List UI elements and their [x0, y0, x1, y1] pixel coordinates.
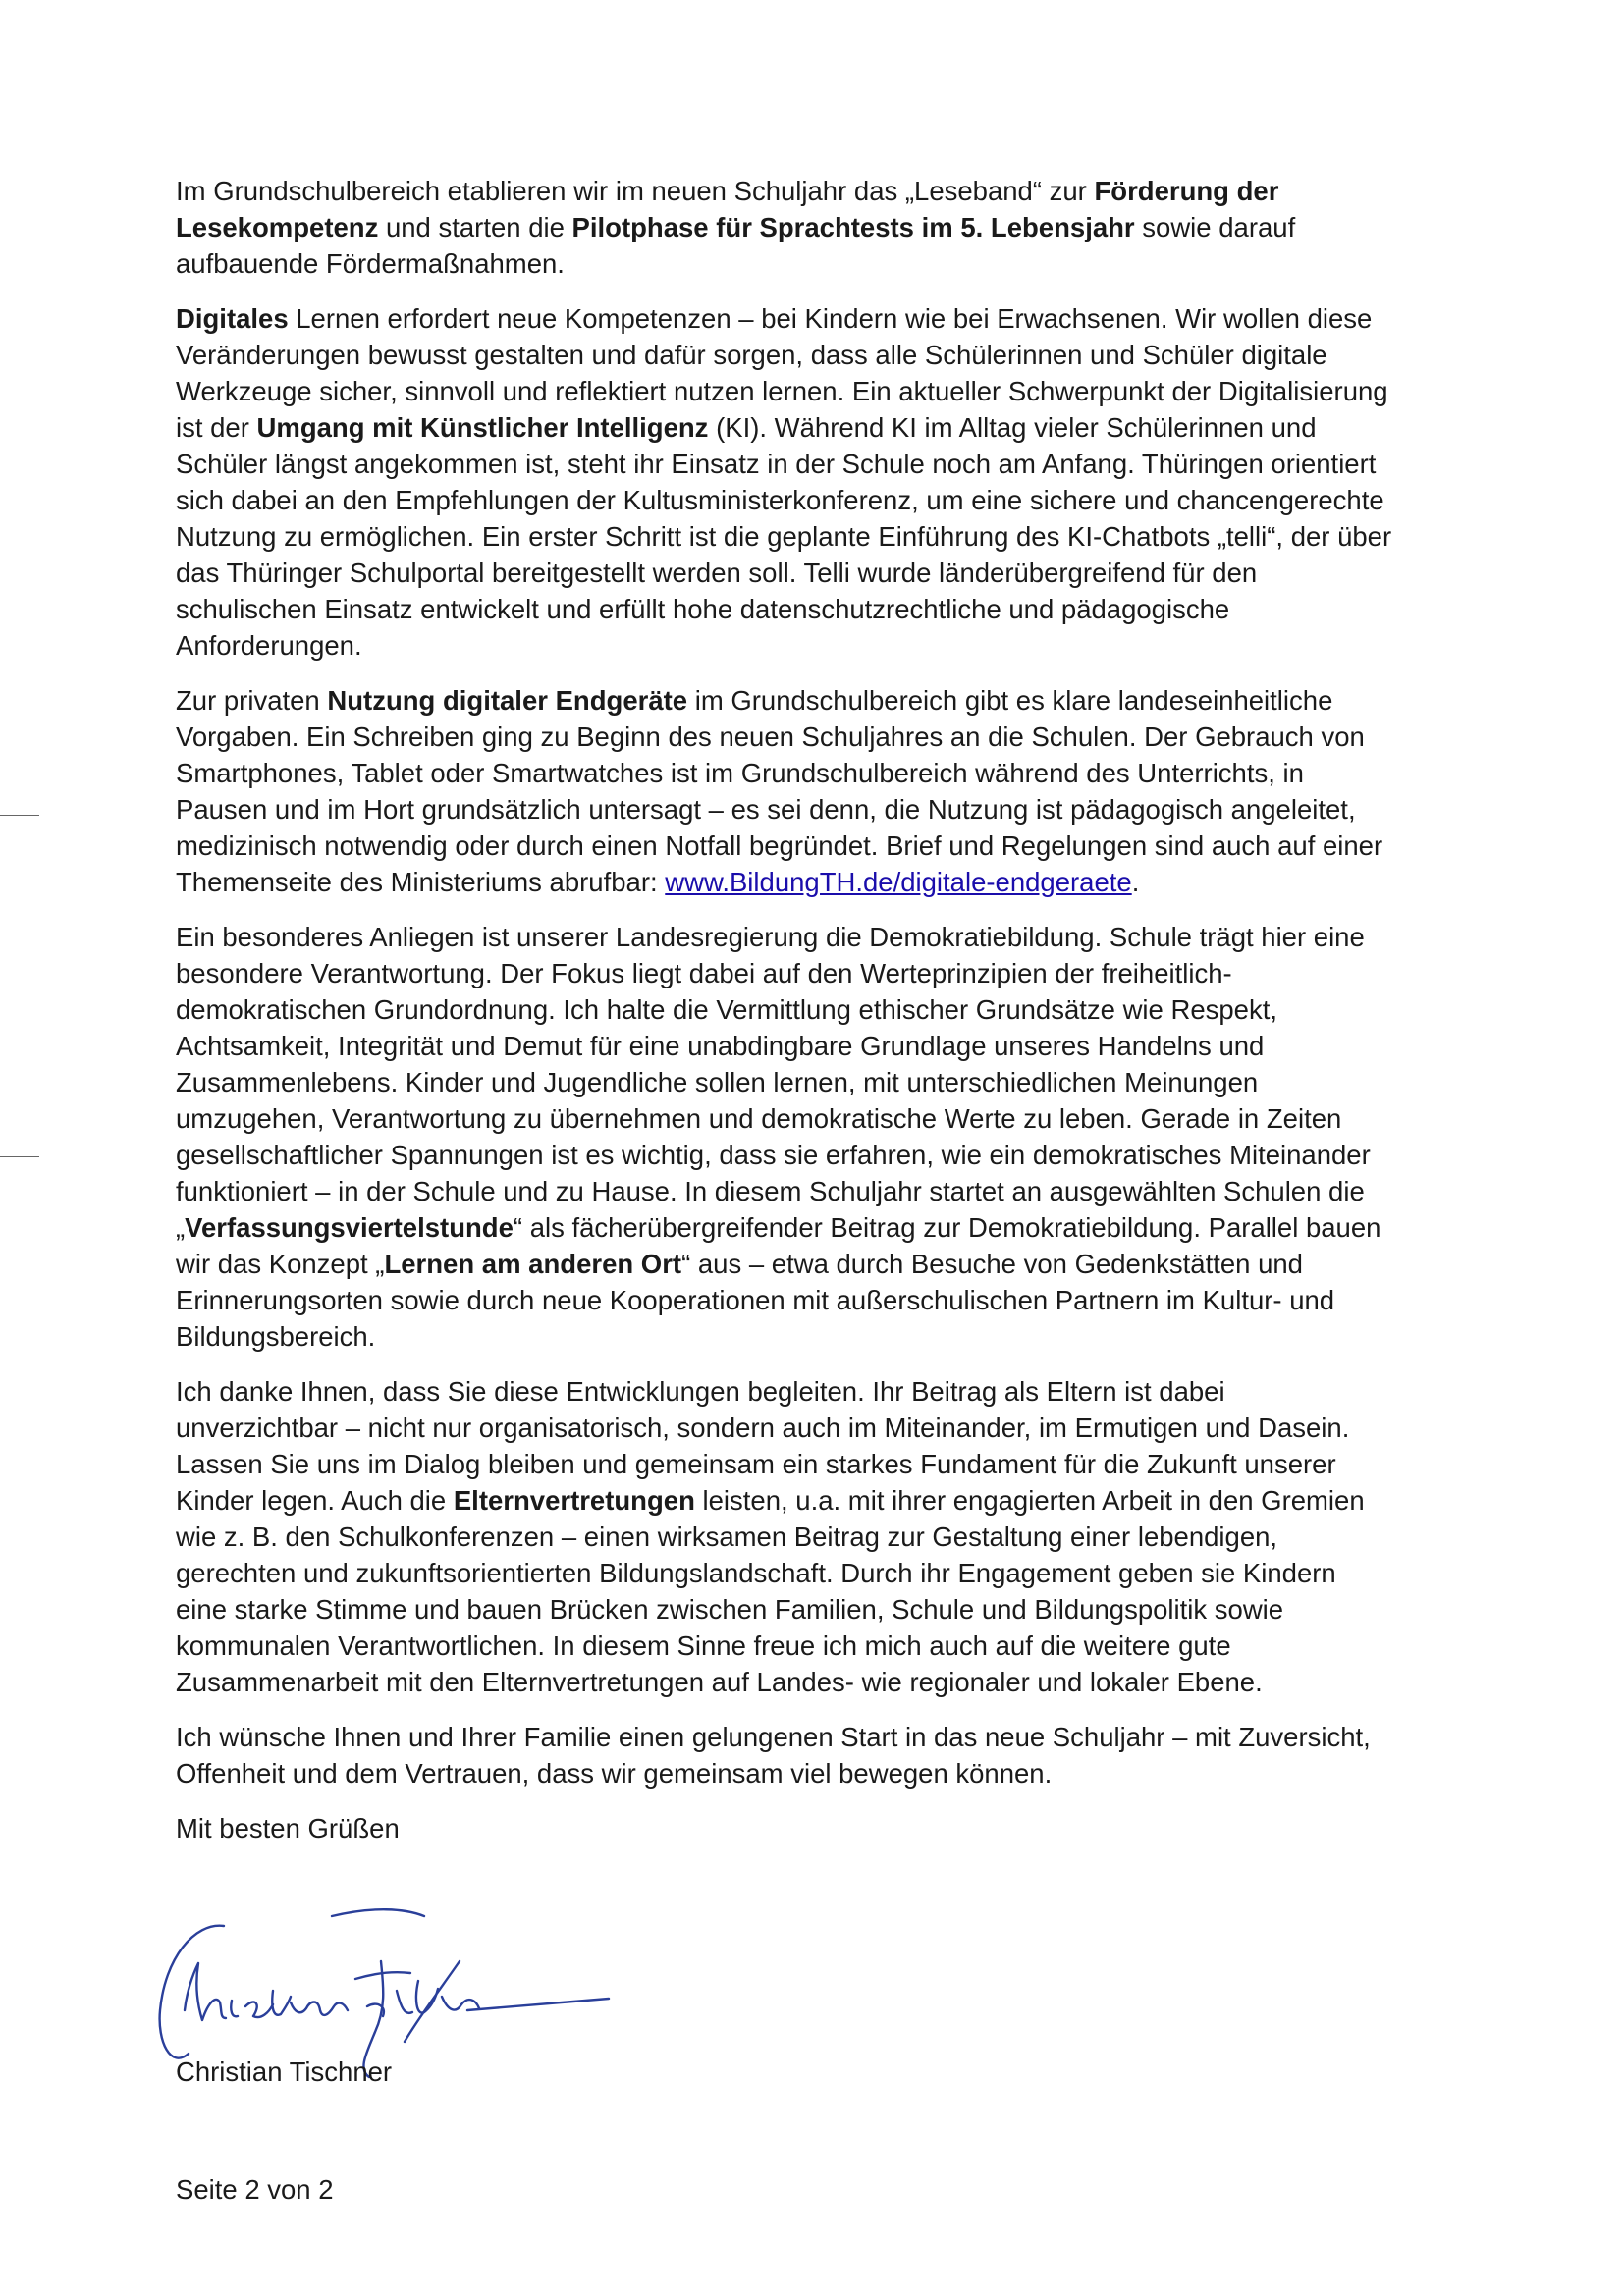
paragraph-text: Im Grundschulbereich etablieren wir im neuen Schuljahr das „Leseband“ zur: [176, 176, 1095, 206]
page-number: Seite 2 von 2: [176, 2174, 334, 2205]
paragraph-text: und starten die: [378, 212, 572, 242]
paragraph-text: Ich wünsche Ihnen und Ihrer Familie einen gelungenen Start in das neue Schuljahr – mit Zuversicht, Offenheit und dem Vertrauen, dass wir gemeinsam viel bewegen können.: [176, 1722, 1371, 1789]
paragraph-text: im Grundschulbereich gibt es klare landeseinheitliche Vorgaben. Ein Schreiben ging zu Beginn des neuen Schuljahres an die Schulen. Der Gebrauch von Smartphones, Tablet oder Smartwatches ist im Grundschulbereich während des Unterrichts, in Pausen und im Hort grundsätzlich untersagt – es sei denn, die Nutzung ist pädagogisch angeleitet, medizinisch notwendig oder durch einen Notfall begründet. Brief und Regelungen sind auch auf einer Themenseite des Ministeriums abrufbar:: [176, 685, 1383, 897]
paragraph-digitale-endgeraete: [176, 682, 1393, 900]
emphasis-kuenstliche-intelligenz: Umgang mit Künstlicher Intelligenz: [256, 412, 709, 443]
paragraph-lesekompetenz: [176, 173, 1393, 282]
emphasis-lernen-am-anderen-ort: Lernen am anderen Ort: [384, 1249, 682, 1279]
emphasis-digitales: Digitales: [176, 303, 289, 334]
fold-mark-lower: [0, 1156, 39, 1157]
paragraph-demokratiebildung: [176, 919, 1393, 1355]
paragraph-text: “ als fächerübergreifender Beitrag zur Demokratiebildung. Parallel bauen wir das Konzept „: [176, 1212, 1381, 1279]
emphasis-foerderung-lesekompetenz: Förderung der Lesekompetenz: [176, 176, 1279, 242]
paragraph-text: Ich danke Ihnen, dass Sie diese Entwicklungen begleiten. Ihr Beitrag als Eltern ist dabei unverzichtbar – nicht nur organisatorisch, sondern auch im Miteinander, im Ermutigen und Dasein. Lassen Sie uns im Dialog bleiben und gemeinsam ein starkes Fundament für die Zukunft unserer Kinder legen. Auch die: [176, 1376, 1350, 1516]
paragraph-text: sowie darauf aufbauende Fördermaßnahmen.: [176, 212, 1296, 279]
paragraph-text: Zur privaten: [176, 685, 328, 716]
ministry-theme-page-link[interactable]: www.BildungTH.de/digitale-endgeraete: [665, 867, 1132, 897]
paragraph-elternvertretungen: [176, 1373, 1393, 1700]
paragraph-text: Lernen erfordert neue Kompetenzen – bei Kindern wie bei Erwachsenen. Wir wollen diese Veränderungen bewusst gestalten und dafür sorgen, dass alle Schülerinnen und Schüler digitale Werkzeuge sicher, sinnvoll und reflektiert nutzen lernen. Ein aktueller Schwerpunkt der Digitalisierung ist der: [176, 303, 1388, 443]
paragraph-text: “ aus – etwa durch Besuche von Gedenkstätten und Erinnerungsorten sowie durch neue Kooperationen mit außerschulischen Partnern im Kultur- und Bildungsbereich.: [176, 1249, 1335, 1352]
signer-name: Christian Tischner: [176, 2056, 393, 2087]
fold-mark-upper: [0, 815, 39, 816]
emphasis-pilotphase-sprachtests: Pilotphase für Sprachtests im 5. Lebensjahr: [571, 212, 1135, 242]
paragraph-wuensche: [176, 1719, 1393, 1791]
closing-greeting: Mit besten Grüßen: [176, 1813, 400, 1843]
paragraph-text: Ein besonderes Anliegen ist unserer Landesregierung die Demokratiebildung. Schule trägt hier eine besondere Verantwortung. Der Fokus liegt dabei auf den Werteprinzipien der freiheitlich-demokratischen Grundordnung. Ich halte die Vermittlung ethischer Grundsätze wie Respekt, Achtsamkeit, Integrität und Demut für eine unabdingbare Grundlage unseres Handelns und Zusammenlebens. Kinder und Jugendliche sollen lernen, mit unterschiedlichen Meinungen umzugehen, Verantwortung zu übernehmen und demokratische Werte zu leben. Gerade in Zeiten gesellschaftlicher Spannungen ist es wichtig, dass sie erfahren, wie ein demokratisches Miteinander funktioniert – in der Schule und zu Hause. In diesem Schuljahr startet an ausgewählten Schulen die „: [176, 922, 1371, 1243]
paragraph-text: leisten, u.a. mit ihrer engagierten Arbeit in den Gremien wie z. B. den Schulkonferenzen – einen wirksamen Beitrag zur Gestaltung einer lebendigen, gerechten und zukunftsorientierten Bildungslandschaft. Durch ihr Engagement geben sie Kindern eine starke Stimme und bauen Brücken zwischen Familien, Schule und Bildungspolitik sowie kommunalen Verantwortlichen. In diesem Sinne freue ich mich auch auf die weitere gute Zusammenarbeit mit den Elternvertretungen auf Landes- wie regionaler und lokaler Ebene.: [176, 1485, 1365, 1697]
letter-body: [176, 173, 1393, 1846]
emphasis-elternvertretungen: Elternvertretungen: [453, 1485, 695, 1516]
paragraph-text: .: [1131, 867, 1140, 897]
emphasis-verfassungsviertelstunde: Verfassungsviertelstunde: [185, 1212, 514, 1243]
paragraph-text: (KI). Während KI im Alltag vieler Schülerinnen und Schüler längst angekommen ist, steht ihr Einsatz in der Schule noch am Anfang. Thüringen orientiert sich dabei an den Empfehlungen der Kultusministerkonferenz, um eine sichere und chancengerechte Nutzung zu ermöglichen. Ein erster Schritt ist die geplante Einführung des KI-Chatbots „telli“, der über das Thüringer Schulportal bereitgestellt werden soll. Telli wurde länderübergreifend für den schulischen Einsatz entwickelt und erfüllt hohe datenschutzrechtliche und pädagogische Anforderungen.: [176, 412, 1392, 661]
paragraph-digitales-lernen: [176, 300, 1393, 664]
emphasis-nutzung-endgeraete: Nutzung digitaler Endgeräte: [327, 685, 688, 716]
